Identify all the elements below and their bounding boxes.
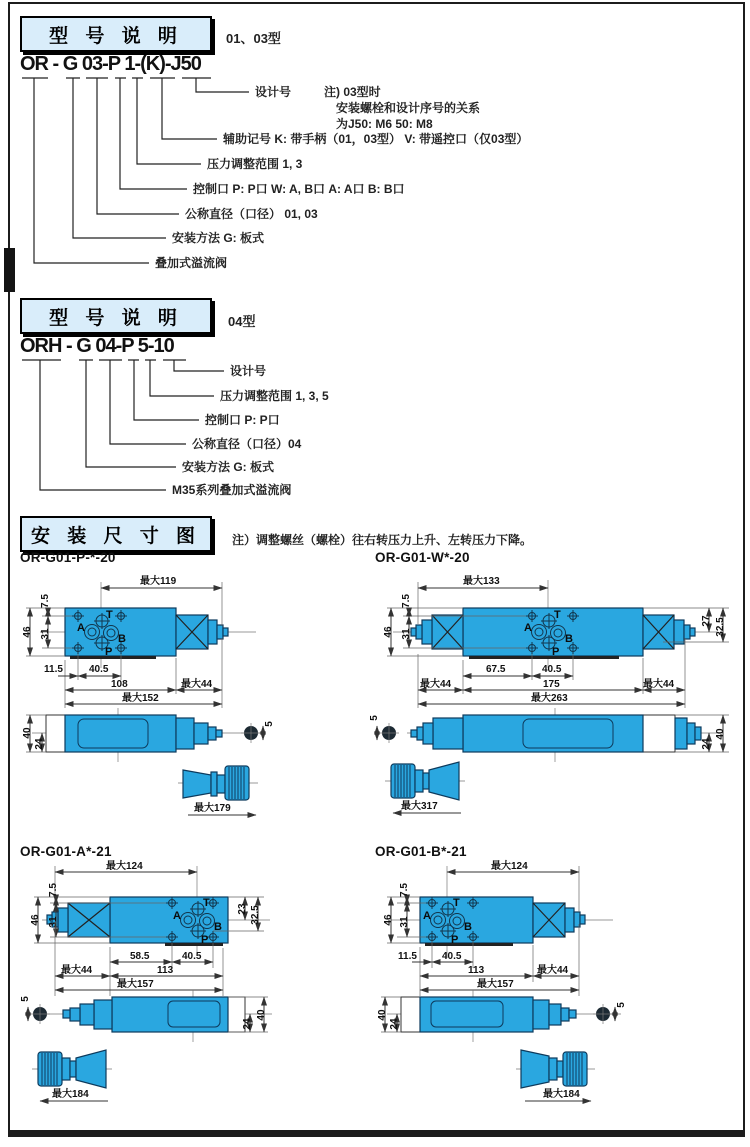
svg-text:最大184: 最大184 bbox=[52, 1089, 89, 1100]
type-label-04: 04型 bbox=[228, 314, 256, 329]
svg-text:最大184: 最大184 bbox=[543, 1089, 580, 1100]
svg-text:40: 40 bbox=[715, 728, 726, 740]
svg-text:31: 31 bbox=[399, 916, 410, 928]
port-label-p: P bbox=[105, 646, 113, 658]
svg-text:27: 27 bbox=[701, 615, 712, 627]
svg-text:23: 23 bbox=[237, 903, 248, 915]
port-label-t: T bbox=[106, 609, 113, 621]
section-header-dimensions bbox=[20, 516, 212, 552]
side-view bbox=[22, 708, 275, 762]
handle-option bbox=[178, 766, 258, 815]
callout-design-no: 设计号 bbox=[255, 85, 292, 99]
port-label-a: A bbox=[77, 622, 85, 634]
svg-text:最大119: 最大119 bbox=[140, 576, 177, 587]
port-label-p: P bbox=[201, 934, 209, 946]
svg-text:最大157: 最大157 bbox=[117, 979, 154, 990]
svg-text:最大317: 最大317 bbox=[401, 801, 438, 812]
design-note-line3: 为J50: M6 50: M8 bbox=[336, 117, 433, 131]
side-view bbox=[369, 708, 729, 762]
design-note-line1: 注) 03型时 bbox=[324, 85, 381, 99]
svg-text:40: 40 bbox=[256, 1009, 267, 1021]
svg-text:113: 113 bbox=[157, 965, 174, 976]
svg-text:5: 5 bbox=[616, 1002, 627, 1008]
port-label-t: T bbox=[453, 897, 460, 909]
type-label-0103: 01、03型 bbox=[226, 31, 281, 46]
model-code-text: OR - G 03-P 1-(K)-J50 bbox=[20, 53, 201, 75]
top-view bbox=[383, 859, 613, 996]
callout-design-no: 设计号 bbox=[230, 364, 267, 378]
svg-text:32.5: 32.5 bbox=[715, 617, 726, 637]
port-label-b: B bbox=[464, 921, 472, 933]
model-code-diagram-04 bbox=[18, 330, 732, 508]
svg-text:46: 46 bbox=[22, 626, 33, 638]
svg-text:11.5: 11.5 bbox=[44, 664, 63, 675]
callout-series: 叠加式溢流阀 bbox=[155, 256, 228, 270]
svg-text:最大44: 最大44 bbox=[643, 679, 675, 690]
svg-text:24: 24 bbox=[242, 1018, 253, 1030]
handle-option bbox=[32, 1050, 112, 1101]
port-label-t: T bbox=[554, 609, 561, 621]
drawing-title-2: OR-G01-W*-20 bbox=[375, 550, 470, 565]
side-view bbox=[20, 990, 272, 1042]
drawing-title-4: OR-G01-B*-21 bbox=[375, 844, 467, 859]
callout-mounting: 安装方法 G: 板式 bbox=[182, 460, 274, 474]
svg-text:24: 24 bbox=[389, 1018, 400, 1030]
port-label-b: B bbox=[214, 921, 222, 933]
top-view bbox=[30, 859, 270, 996]
svg-text:最大44: 最大44 bbox=[537, 965, 569, 976]
svg-text:108: 108 bbox=[111, 679, 128, 690]
svg-text:46: 46 bbox=[30, 914, 41, 926]
dimension-note: 注）调整螺丝（螺栓）往右转压力上升、左转压力下降。 bbox=[232, 533, 533, 547]
svg-text:7.5: 7.5 bbox=[40, 594, 51, 608]
drawing-or-g01-w bbox=[369, 568, 745, 818]
port-label-a: A bbox=[173, 910, 181, 922]
section-header-model-0103 bbox=[20, 16, 212, 52]
svg-text:31: 31 bbox=[48, 916, 59, 928]
svg-text:32.5: 32.5 bbox=[250, 905, 261, 925]
svg-text:最大152: 最大152 bbox=[122, 693, 159, 704]
svg-text:最大44: 最大44 bbox=[420, 679, 452, 690]
svg-text:7.5: 7.5 bbox=[48, 883, 59, 897]
svg-text:46: 46 bbox=[383, 914, 394, 926]
handle-option bbox=[385, 762, 465, 813]
svg-text:40.5: 40.5 bbox=[89, 664, 109, 675]
svg-text:175: 175 bbox=[543, 679, 560, 690]
svg-text:5: 5 bbox=[369, 715, 380, 721]
top-view bbox=[383, 574, 729, 708]
callout-control: 控制口 P: P口 bbox=[205, 413, 280, 427]
callout-aux: 辅助记号 K: 带手柄（01，03型） V: 带遥控口（仅03型） bbox=[223, 132, 529, 146]
section-header-model-04 bbox=[20, 298, 212, 334]
callout-diameter: 公称直径（口径）04 bbox=[192, 437, 302, 451]
svg-text:113: 113 bbox=[468, 965, 485, 976]
svg-text:最大133: 最大133 bbox=[463, 576, 500, 587]
svg-text:40.5: 40.5 bbox=[182, 951, 202, 962]
svg-text:最大179: 最大179 bbox=[194, 803, 231, 814]
port-label-p: P bbox=[451, 934, 459, 946]
svg-text:24: 24 bbox=[34, 738, 45, 750]
svg-text:最大124: 最大124 bbox=[491, 861, 528, 872]
svg-text:58.5: 58.5 bbox=[130, 951, 150, 962]
drawing-or-g01-a bbox=[18, 862, 358, 1120]
design-note-line2: 安装螺栓和设计序号的关系 bbox=[336, 101, 481, 115]
drawing-or-g01-b bbox=[373, 862, 745, 1120]
svg-text:最大44: 最大44 bbox=[181, 679, 213, 690]
model-code-diagram-0103 bbox=[18, 48, 732, 288]
port-label-b: B bbox=[565, 633, 573, 645]
edge-index-tab bbox=[4, 248, 15, 292]
svg-text:31: 31 bbox=[401, 628, 412, 640]
model-code-text: ORH - G 04-P 5-10 bbox=[20, 335, 174, 357]
svg-text:11.5: 11.5 bbox=[398, 951, 417, 962]
section-header-label: 安 装 尺 寸 图 bbox=[30, 525, 202, 547]
svg-text:40: 40 bbox=[377, 1009, 388, 1021]
section-header-label: 型 号 说 明 bbox=[49, 25, 183, 47]
svg-text:5: 5 bbox=[20, 996, 31, 1002]
svg-text:24: 24 bbox=[701, 738, 712, 750]
drawing-or-g01-p bbox=[18, 568, 338, 818]
svg-text:67.5: 67.5 bbox=[486, 664, 506, 675]
port-label-p: P bbox=[552, 646, 560, 658]
drawing-title-1: OR-G01-P-*-20 bbox=[20, 550, 116, 565]
section-header-label: 型 号 说 明 bbox=[49, 307, 183, 329]
port-label-t: T bbox=[203, 897, 210, 909]
callout-series: M35系列叠加式溢流阀 bbox=[172, 483, 292, 497]
port-label-a: A bbox=[524, 622, 532, 634]
svg-text:40.5: 40.5 bbox=[442, 951, 462, 962]
svg-text:40.5: 40.5 bbox=[542, 664, 562, 675]
svg-text:最大263: 最大263 bbox=[531, 693, 568, 704]
svg-text:7.5: 7.5 bbox=[401, 594, 412, 608]
top-view bbox=[22, 574, 256, 708]
side-view bbox=[377, 990, 627, 1042]
svg-text:最大124: 最大124 bbox=[106, 861, 143, 872]
svg-text:最大44: 最大44 bbox=[61, 965, 93, 976]
callout-pressure: 压力调整范围 1, 3 bbox=[207, 157, 303, 171]
drawing-title-3: OR-G01-A*-21 bbox=[20, 844, 112, 859]
callout-control: 控制口 P: P口 W: A, B口 A: A口 B: B口 bbox=[193, 182, 405, 196]
svg-text:40: 40 bbox=[22, 727, 33, 739]
port-label-a: A bbox=[423, 910, 431, 922]
svg-text:31: 31 bbox=[40, 628, 51, 640]
handle-option bbox=[516, 1050, 595, 1101]
svg-text:46: 46 bbox=[383, 626, 394, 638]
callout-diameter: 公称直径（口径） 01, 03 bbox=[185, 207, 318, 221]
callout-pressure: 压力调整范围 1, 3, 5 bbox=[220, 389, 329, 403]
svg-text:5: 5 bbox=[264, 721, 275, 727]
svg-text:最大157: 最大157 bbox=[477, 979, 514, 990]
svg-text:7.5: 7.5 bbox=[399, 883, 410, 897]
callout-mounting: 安装方法 G: 板式 bbox=[172, 231, 264, 245]
port-label-b: B bbox=[118, 633, 126, 645]
